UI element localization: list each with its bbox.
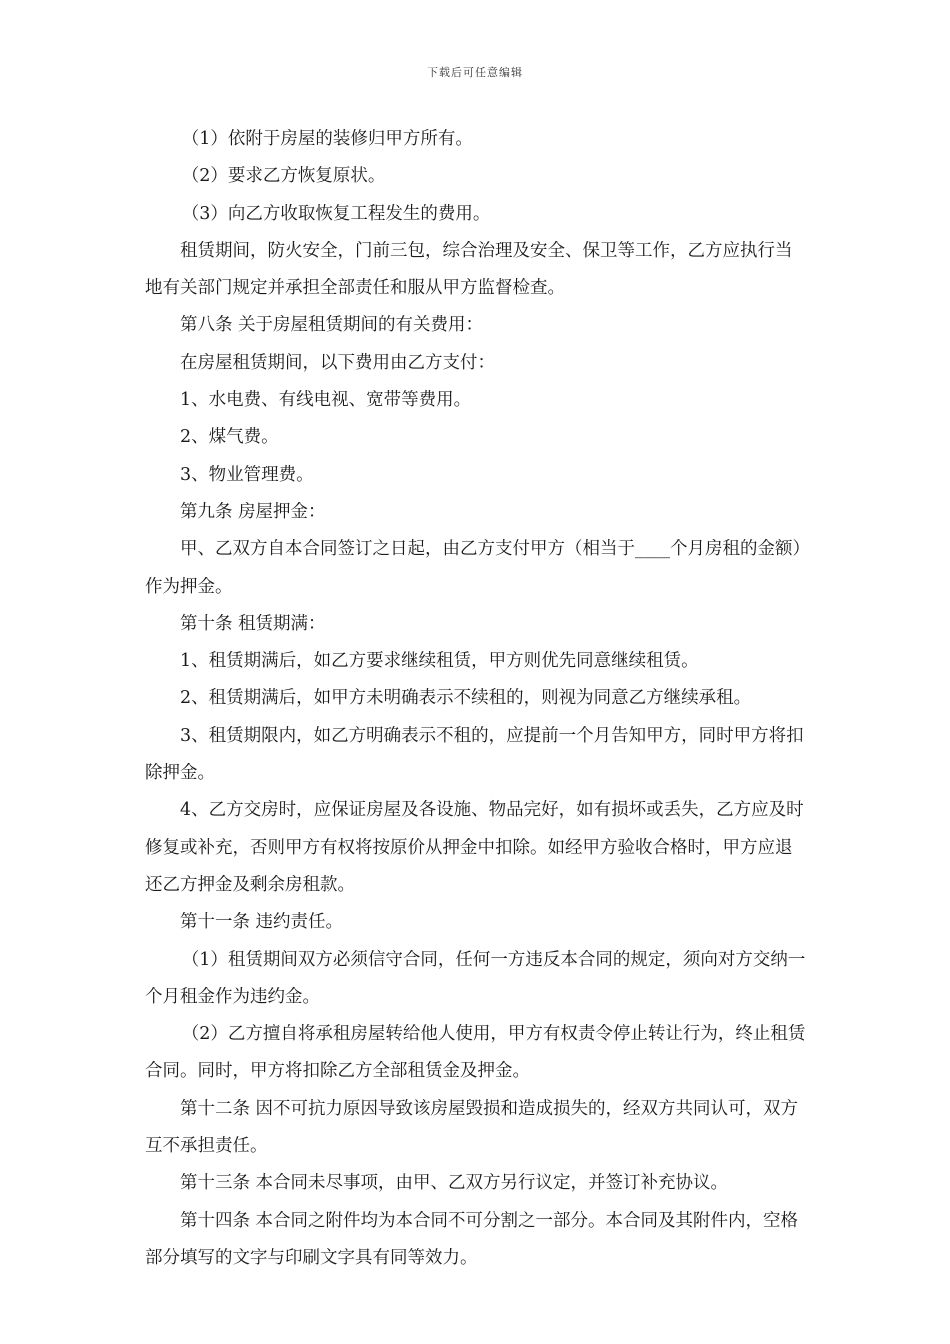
paragraph: 第十一条 违约责任。 xyxy=(180,912,344,933)
paragraph: 在房屋租赁期间，以下费用由乙方支付： xyxy=(180,352,495,373)
document-body xyxy=(145,121,807,1277)
paragraph: 3、物业管理费。 xyxy=(180,464,314,485)
paragraph: 第十二条 因不可抗力原因导致该房屋毁损和造成损失的，经双方共同认可，双方互不承担责任。 xyxy=(145,1098,799,1157)
paragraph: 4、乙方交房时，应保证房屋及各设施、物品完好，如有损坏或丢失，乙方应及时修复或补充，否则甲方有权将按原价从押金中扣除。如经甲方验收合格时，甲方应退还乙方押金及剩余房租款。 xyxy=(145,800,804,895)
page-header: 下载后可任意编辑 xyxy=(427,66,523,79)
paragraph: 第八条 关于房屋租赁期间的有关费用： xyxy=(180,315,484,336)
paragraph: 3、租赁期限内，如乙方明确表示不租的，应提前一个月告知甲方，同时甲方将扣除押金。 xyxy=(145,725,804,784)
paragraph: 2、煤气费。 xyxy=(180,427,279,448)
paragraph: 甲、乙双方自本合同签订之日起，由乙方支付甲方（相当于____个月房租的金额）作为押金。 xyxy=(145,539,802,597)
paragraph: （3）向乙方收取恢复工程发生的费用。 xyxy=(181,203,491,224)
paragraph: （2）乙方擅自将承租房屋转给他人使用，甲方有权责令停止转让行为，终止租赁合同。同时，甲方将扣除乙方全部租赁金及押金。 xyxy=(145,1024,806,1082)
paragraph: 第十条 租赁期满： xyxy=(180,613,326,634)
paragraph: （1）依附于房屋的装修归甲方所有。 xyxy=(181,129,473,149)
paragraph: 1、租赁期满后，如乙方要求继续租赁，甲方则优先同意继续租赁。 xyxy=(180,651,699,672)
paragraph: 租赁期间，防火安全，门前三包，综合治理及安全、保卫等工作，乙方应执行当地有关部门规定并承担全部责任和服从甲方监督检查。 xyxy=(145,240,793,299)
paragraph: 1、水电费、有线电视、宽带等费用。 xyxy=(180,390,472,411)
paragraph: 2、租赁期满后，如甲方未明确表示不续租的，则视为同意乙方继续承租。 xyxy=(180,688,752,709)
paragraph: （2）要求乙方恢复原状。 xyxy=(181,166,386,187)
paragraph: 第九条 房屋押金： xyxy=(180,501,326,522)
paragraph: 第十四条 本合同之附件均为本合同不可分割之一部分。本合同及其附件内，空格部分填写的文字与印刷文字具有同等效力。 xyxy=(145,1210,799,1268)
paragraph: （1）租赁期间双方必须信守合同，任何一方违反本合同的规定，须向对方交纳一个月租金作为违约金。 xyxy=(145,949,806,1007)
paragraph: 第十三条 本合同未尽事项，由甲、乙双方另行议定，并签订补充协议。 xyxy=(180,1173,729,1194)
